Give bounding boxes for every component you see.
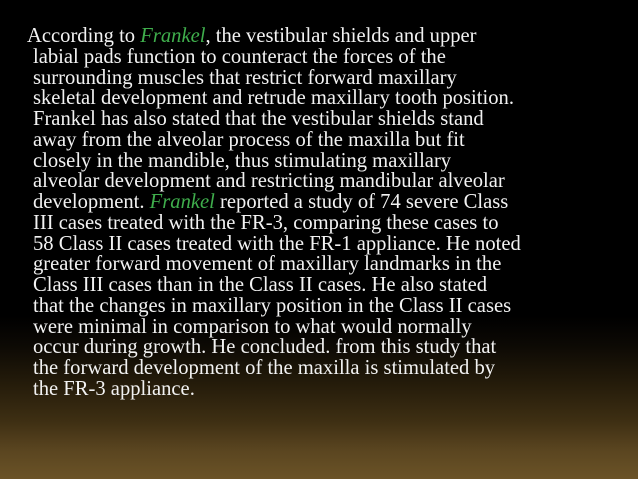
text-line: III cases treated with the FR-3, comparing these cases to: [33, 211, 499, 234]
text-line: that the changes in maxillary position in the Class II cases: [33, 294, 512, 317]
text-line: [33, 192, 521, 213]
text-line: the FR-3 appliance.: [33, 377, 195, 400]
text-line: greater forward movement of maxillary landmarks in the: [33, 253, 502, 276]
text-segment: , the vestibular shields and upper: [205, 25, 477, 47]
text-line: closely in the mandible, thus stimulating maxillary: [33, 149, 452, 172]
text-line: occur during growth. He concluded. from this study that: [33, 336, 497, 359]
text-segment: reported a study of 74 severe Class: [214, 191, 509, 213]
text-line: alveolar development and restricting mandibular alveolar: [33, 170, 505, 193]
text-segment: According to: [27, 25, 141, 47]
text-segment: development.: [33, 191, 150, 213]
text-line: 58 Class II cases treated with the FR-1 appliance. He noted: [33, 232, 521, 255]
author-name-highlight: Frankel: [140, 25, 206, 47]
text-line: labial pads function to counteract the forces of the: [33, 45, 446, 68]
text-line: Class III cases than in the Class II cases. He also stated: [33, 274, 488, 296]
text-line: away from the alveolar process of the maxilla but fit: [33, 128, 465, 151]
text-line: skeletal development and retrude maxillary tooth position.: [33, 87, 514, 110]
text-line: the forward development of the maxilla is stimulated by: [33, 357, 496, 379]
text-line: [27, 26, 521, 47]
text-line: were minimal in comparison to what would normally: [33, 315, 472, 338]
author-name-highlight: Frankel: [149, 191, 215, 213]
body-text: [27, 25, 521, 400]
text-line: Frankel has also stated that the vestibular shields stand: [33, 108, 484, 130]
text-line: surrounding muscles that restrict forward maxillary: [33, 66, 457, 89]
